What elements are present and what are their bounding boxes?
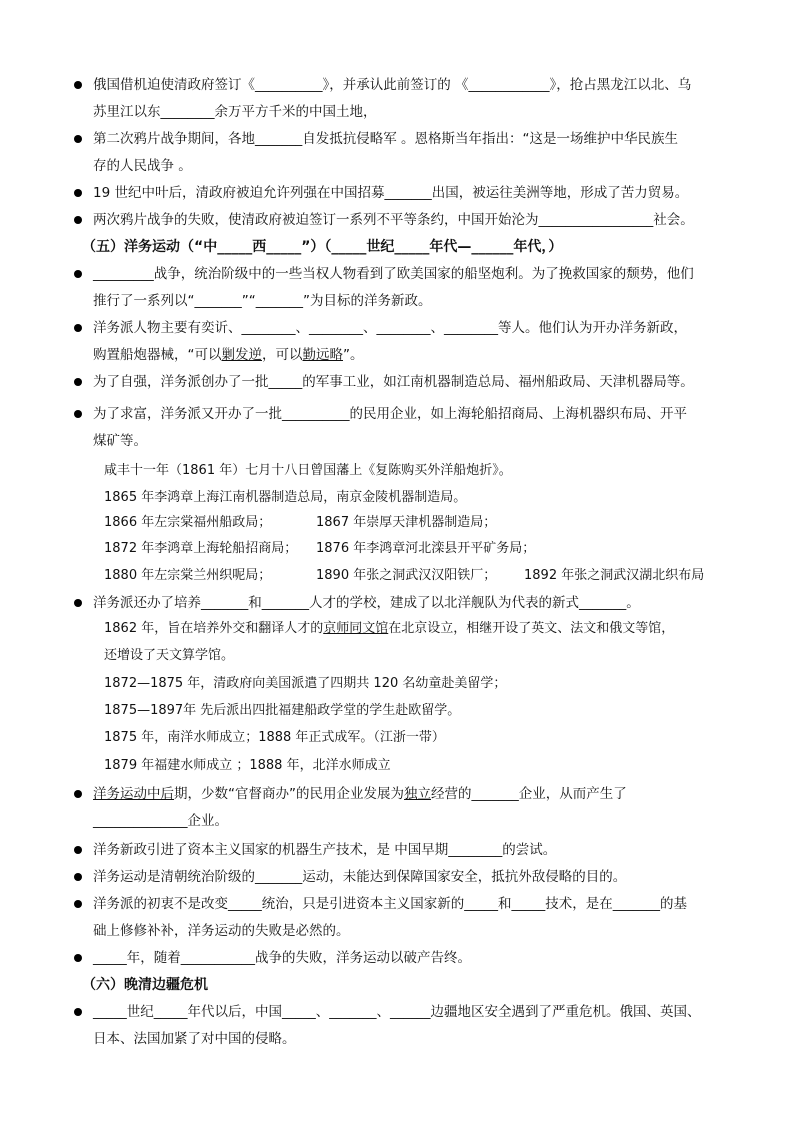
bullet-icon xyxy=(74,954,82,962)
paragraph-line: 洋务派的初衷不是改变_____统治，只是引进资本主义国家新的_____和_____技术，是在_______的基 xyxy=(93,896,687,912)
bullet-icon xyxy=(74,81,82,89)
paragraph-line: 为了自强，洋务派创办了一批_____的军事工业，如江南机器制造总局、福州船政局、天津机器局等。 xyxy=(93,374,694,390)
text-span: 期，少数“官督商办”的民用企业发展为 xyxy=(174,786,404,802)
text-span: 1862 年，旨在培养外交和翻译人才的 xyxy=(104,621,324,636)
bullet-icon xyxy=(74,873,82,881)
text-span: 在北京设立，相继开设了英文、法文和俄文等馆， xyxy=(388,621,675,636)
note-cell: 1890 年张之洞武汉汉阳铁厂； xyxy=(316,568,497,583)
paragraph-line: 洋务新政引进了资本主义国家的机器生产技术，是 中国早期________的尝试。 xyxy=(93,842,557,858)
paragraph-line: 日本、法国加紧了对中国的侵略。 xyxy=(93,1031,296,1047)
paragraph-line: 苏里江以东________余万平方千米的中国土地， xyxy=(93,104,377,120)
paragraph-line: 洋务派人物主要有奕䜣、________、________、________、________等人。他们认为开办洋务新政， xyxy=(93,320,687,336)
bullet-icon xyxy=(74,270,82,278)
underlined-term: 京师同文馆 xyxy=(323,621,389,636)
paragraph-line xyxy=(93,345,364,365)
underlined-term: 勤远略 xyxy=(302,347,343,363)
paragraph-line: 为了求富，洋务派又开办了一批__________的民用企业，如上海轮船招商局、上海机器织布局、开平 xyxy=(93,406,687,422)
paragraph-line: 推行了一系列以“_______”“_______”为目标的洋务新政。 xyxy=(93,293,432,309)
text-span: ，可以 xyxy=(262,347,303,363)
paragraph-line: _____年，随着___________战争的失败，洋务运动以破产告终。 xyxy=(93,950,471,966)
paragraph-line: ______________企业。 xyxy=(93,813,228,829)
paragraph-line: 俄国借机迫使清政府签订《__________》，并承认此前签订的 《____________》，抢占黑龙江以北、乌 xyxy=(93,77,692,93)
paragraph-line: 两次鸦片战争的失败，使清政府被迫签订一系列不平等条约，中国开始沦为_________________社会。 xyxy=(93,212,694,228)
text-span: ”。 xyxy=(343,347,364,363)
paragraph-line xyxy=(93,784,627,804)
paragraph-line: 煤矿等。 xyxy=(93,433,147,449)
paragraph-line: 洋务派还办了培养_______和_______人才的学校，建成了以北洋舰队为代表的新式_______。 xyxy=(93,595,640,611)
underlined-term: 独立 xyxy=(404,786,431,802)
bullet-icon xyxy=(74,846,82,854)
bullet-icon xyxy=(74,378,82,386)
underlined-term: 剿发逆 xyxy=(221,347,262,363)
text-span: 购置船炮器械，“可以 xyxy=(93,347,222,363)
paragraph-line: 洋务运动是清朝统治阶级的_______运动，未能达到保障国家安全，抵抗外敌侵略的目的。 xyxy=(93,869,627,885)
section-heading: （六）晚清边疆危机 xyxy=(82,977,208,993)
note-line: 还增设了天文算学馆。 xyxy=(104,648,235,663)
note-line: 1879 年福建水师成立 ；1888 年，北洋水师成立 xyxy=(104,758,391,773)
text-span: 经营的_______企业，从而产生了 xyxy=(431,786,627,802)
note-line: 1872—1875 年，清政府向美国派遣了四期共 120 名幼童赴美留学； xyxy=(104,676,507,691)
paragraph-line: 19 世纪中叶后，清政府被迫允许列强在中国招募_______出国，被运往美洲等地，形成了苦力贸易。 xyxy=(93,185,689,201)
paragraph-line: 础上修修补补，洋务运动的失败是必然的。 xyxy=(93,923,350,939)
bullet-icon xyxy=(74,324,82,332)
paragraph-line: _________战争，统治阶级中的一些当权人物看到了欧美国家的船坚炮利。为了挽救国家的颓势，他们 xyxy=(93,266,694,282)
paragraph-line: 存的人民战争 。 xyxy=(93,158,192,174)
note-line xyxy=(104,619,674,639)
paragraph-line: _____世纪_____年代以后，中国_____、_______、______边疆地区安全遇到了严重危机。俄国、英国、 xyxy=(93,1004,701,1020)
note-cell: 1880 年左宗棠兰州织呢局； xyxy=(104,568,272,583)
section-heading: （五）洋务运动（“中_____西_____”）（_____世纪_____年代—______年代，） xyxy=(82,239,563,255)
note-line: 1875 年，南洋水师成立；1888 年正式成军。（江浙一带） xyxy=(104,730,445,745)
note-line: 1865 年李鸿章上海江南机器制造总局，南京金陵机器制造局。 xyxy=(104,490,467,505)
bullet-icon xyxy=(74,189,82,197)
bullet-icon xyxy=(74,135,82,143)
note-line: 咸丰十一年（1861 年）七月十八日曾国藩上《复陈购买外洋船炮折》。 xyxy=(104,463,512,478)
note-cell: 1876 年李鸿章河北滦县开平矿务局； xyxy=(316,541,536,556)
bullet-icon xyxy=(74,900,82,908)
underlined-term: 洋务运动中后 xyxy=(93,786,174,802)
bullet-icon xyxy=(74,410,82,418)
paragraph-line: 第二次鸦片战争期间，各地_______自发抵抗侵略军 。恩格斯当年指出：“这是一场维护中华民族生 xyxy=(93,131,679,147)
note-line: 1875—1897年 先后派出四批福建船政学堂的学生赴欧留学。 xyxy=(104,703,461,718)
bullet-icon xyxy=(74,599,82,607)
bullet-icon xyxy=(74,216,82,224)
bullet-icon xyxy=(74,1008,82,1016)
bullet-icon xyxy=(74,790,82,798)
note-cell: 1872 年李鸿章上海轮船招商局； xyxy=(104,541,298,556)
note-cell: 1866 年左宗棠福州船政局； xyxy=(104,515,272,530)
note-cell: 1867 年崇厚天津机器制造局； xyxy=(316,515,497,530)
note-cell: 1892 年张之洞武汉湖北织布局 xyxy=(524,568,705,583)
